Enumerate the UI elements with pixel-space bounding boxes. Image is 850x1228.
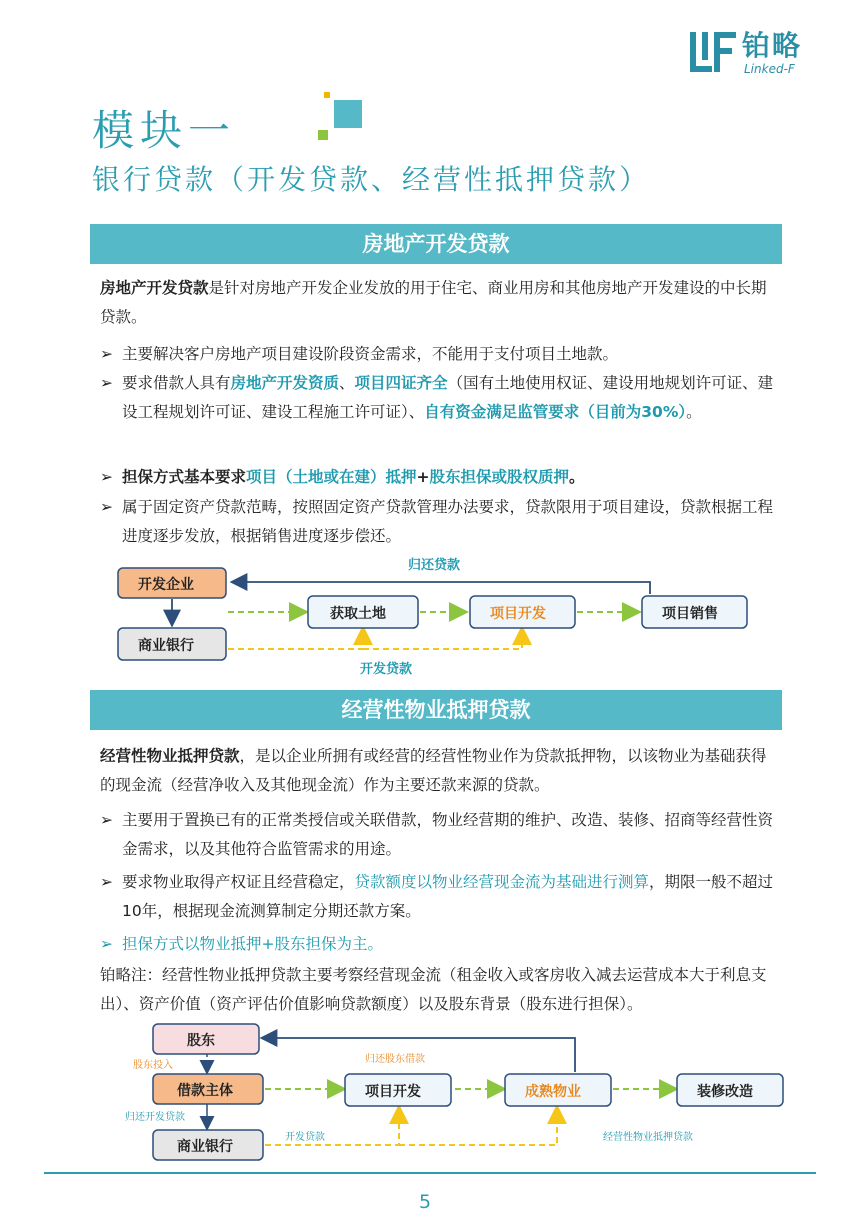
box-sales-label: 项目销售 (662, 606, 718, 622)
bullet-text: 要求借款人具有 (122, 374, 231, 392)
box-developer (118, 568, 226, 598)
op-loan-label: 经营性物业抵押贷款 (603, 1132, 693, 1143)
box-borrower-label: 借款主体 (177, 1083, 233, 1099)
repay-dev-loan-label: 归还开发贷款 (125, 1112, 185, 1123)
section2-bullet-1 (100, 806, 782, 864)
box-bank-2 (153, 1130, 263, 1160)
arrow-bullet-icon: ➢ (100, 468, 113, 486)
box-project (470, 596, 575, 628)
box-bank-2-label: 商业银行 (177, 1139, 233, 1155)
page-number: 5 (418, 1191, 432, 1213)
arrow-bullet-icon: ➢ (100, 498, 113, 516)
arrow-bullet-icon: ➢ (100, 345, 113, 363)
box-project-2-label: 项目开发 (365, 1084, 421, 1100)
box-project-2 (345, 1074, 451, 1106)
bullet-bold: 担保方式基本要求 (122, 468, 247, 486)
commercial-property-loan-flow-diagram (115, 1022, 795, 1167)
brand-logo (688, 30, 818, 76)
repay-loan-label: 归还贷款 (408, 558, 461, 573)
bank-loan-to-land-arrow (228, 629, 363, 649)
highlight-shareholder-guarantee: 股东担保或股权质押 (429, 468, 570, 486)
bullet-sep: 、 (339, 374, 355, 392)
arrow-bullet-icon: ➢ (100, 811, 113, 829)
arrow-bullet-icon: ➢ (100, 935, 113, 953)
bullet-end: 。 (569, 468, 585, 486)
section1-bullet-2 (100, 369, 782, 427)
section2-note: 铂略注：经营性物业抵押贷款主要考察经营现金流（租金收入或客房收入减去运营成本大于利息支出）、资产价值（资产评估价值影响贷款额度）以及股东背景（股东进行担保）。 (100, 966, 767, 1013)
op-loan-arrow (399, 1108, 557, 1145)
development-loan-label: 开发贷款 (360, 662, 413, 677)
module-subtitle: 银行贷款（开发贷款、经营性抵押贷款） (92, 163, 651, 196)
shareholder-input-label: 股东投入 (133, 1060, 173, 1071)
box-borrower (153, 1074, 263, 1104)
box-renovation-label: 装修改造 (697, 1084, 753, 1100)
bullet-text: 要求物业取得产权证且经营稳定， (122, 873, 355, 891)
highlight-four-certificates: 项目四证齐全 (354, 374, 448, 392)
highlight-project-mortgage: 项目（土地或在建）抵押 (246, 468, 417, 486)
logo-sub-text: Linked-F (744, 62, 795, 76)
dev-loan-label: 开发贷款 (285, 1132, 325, 1143)
bullet-text: 主要解决客户房地产项目建设阶段资金需求，不能用于支付项目土地款。 (122, 345, 619, 363)
section1-bullet-4 (100, 493, 782, 551)
bullet-text: （国有土地使用权证、建设用地规划许可证、建设工程规划许可证、建设工程施工许可证）、 (122, 374, 774, 421)
box-shareholder-label: 股东 (187, 1033, 215, 1049)
box-land-label: 获取土地 (330, 606, 386, 622)
section-banner-development-loan: 房地产开发贷款 (90, 224, 782, 264)
bullet-end: 。 (686, 403, 702, 421)
bullet-text: 主要用于置换已有的正常类授信或关联借款，物业经营期的维护、改造、装修、招商等经营性资金需求，以及其他符合监管需求的用途。 (122, 811, 774, 858)
repay-shareholder-label: 归还股东借款 (365, 1054, 425, 1065)
section1-bullet-1 (100, 340, 782, 369)
bullet-text: ，期限一般不超过10年，根据现金流测算制定分期还款方案。 (122, 873, 774, 920)
box-sales (642, 596, 747, 628)
box-bank (118, 628, 226, 660)
section2-intro (100, 742, 782, 800)
arrow-bullet-icon: ➢ (100, 873, 113, 891)
box-project-label: 项目开发 (490, 606, 546, 622)
section-banner-commercial-property-loan: 经营性物业抵押贷款 (90, 690, 782, 730)
section1-intro (100, 274, 782, 332)
box-land (308, 596, 418, 628)
bullet-text: 属于固定资产贷款范畴，按照固定资产贷款管理办法要求，贷款限用于项目建设，贷款根据工程进度逐步发放，根据销售进度逐步偿还。 (122, 498, 774, 545)
section1-intro-term: 房地产开发贷款 (100, 279, 209, 297)
bullet-text: 担保方式以物业抵押+股东担保为主。 (122, 935, 383, 953)
highlight-own-capital: 自有资金满足监管要求（目前为30%） (424, 403, 687, 421)
box-renovation (677, 1074, 783, 1106)
box-bank-label: 商业银行 (138, 638, 194, 654)
section2-intro-text: ，是以企业所拥有或经营的经营性物业作为贷款抵押物，以该物业为基础获得的现金流（经营净收入及其他现金流）作为主要还款来源的贷款。 (100, 747, 767, 794)
box-mature-label: 成熟物业 (525, 1084, 581, 1100)
arrow-bullet-icon: ➢ (100, 374, 113, 392)
bank-loan-to-project-arrow (363, 629, 522, 649)
footer-divider (44, 1172, 816, 1174)
development-loan-flow-diagram (110, 552, 760, 682)
section2-intro-term: 经营性物业抵押贷款 (100, 747, 240, 765)
decorative-squares (318, 92, 368, 142)
section2-bullet-2 (100, 868, 782, 926)
module-title: 模块一 (92, 106, 237, 155)
logo-brand-text: 铂略 (742, 29, 803, 62)
box-mature (505, 1074, 611, 1106)
box-shareholder (153, 1024, 259, 1054)
repay-arrow (233, 582, 650, 594)
section1-intro-text: 是针对房地产开发企业发放的用于住宅、商业用房和其他房地产开发建设的中长期贷款。 (100, 279, 767, 326)
section2-bullet-3 (100, 930, 782, 959)
logo-mark-icon (688, 30, 738, 74)
bullet-plus: + (416, 468, 430, 486)
box-developer-label: 开发企业 (138, 577, 194, 593)
highlight-cashflow-measure: 贷款额度以物业经营现金流为基础进行测算 (354, 873, 650, 891)
highlight-qualification: 房地产开发资质 (230, 374, 340, 392)
section1-bullet-3 (100, 463, 782, 492)
